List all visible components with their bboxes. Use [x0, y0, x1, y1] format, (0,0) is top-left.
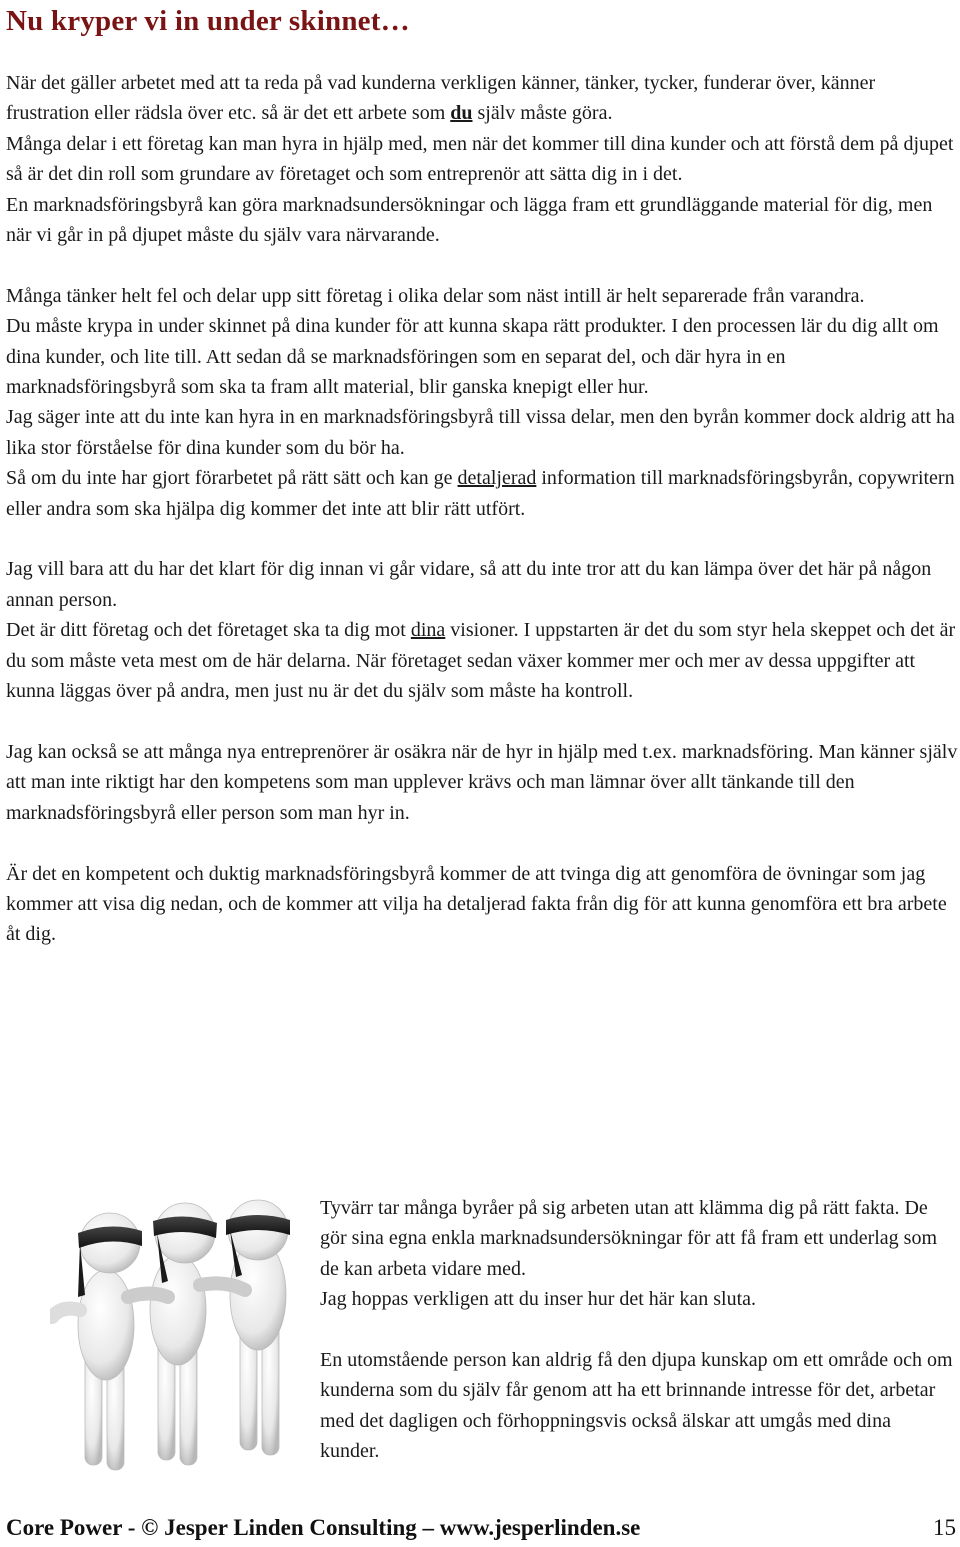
paragraph-text: själv måste göra. [472, 102, 613, 125]
paragraph [6, 463, 958, 524]
page-title: Nu kryper vi in under skinnet… [6, 5, 410, 37]
paragraph: Du måste krypa in under skinnet på dina kunder för att kunna skapa rätt produkter. I den processen lär du dig allt om dina kunder, och lite till. Att sedan då se marknadsföringen som en separat del, och där hyra in en marknadsföringsbyrå som ska ta fram allt material, blir ganska knepigt eller hur. [6, 315, 939, 399]
paragraph-text: Det är ditt företag och det företaget ska ta dig mot [6, 619, 411, 642]
paragraph: Jag hoppas verkligen att du inser hur det här kan sluta. [320, 1288, 756, 1311]
paragraph-gap [6, 524, 958, 554]
paragraph: Jag säger inte att du inte kan hyra in en marknadsföringsbyrå till vissa delar, men den byrån kommer dock aldrig att ha lika stor förståelse för dina kunder som du bör ha. [6, 406, 955, 459]
paragraph-gap [6, 707, 958, 737]
paragraph: Tyvärr tar många byråer på sig arbeten utan att klämma dig på rätt fakta. De gör sina egna enkla marknadsundersökningar för att få fram ett underlag som de kan arbeta vidare med. [320, 1197, 938, 1280]
paragraph: Många tänker helt fel och delar upp sitt företag i olika delar som näst intill är helt separerade från varandra. [6, 284, 865, 307]
page-number: 15 [933, 1515, 956, 1540]
figure-right [226, 1200, 290, 1455]
paragraph-gap [6, 250, 958, 280]
paragraph: Är det en kompetent och duktig marknadsföringsbyrå kommer de att tvinga dig att genomföra de övningar som jag kommer att visa dig nedan, och de kommer att vilja ha detaljerad fakta från dig för att kunna genomföra ett bra arbete åt dig. [6, 862, 947, 946]
underlined-word: dina [410, 619, 446, 642]
paragraph-text: information till marknadsföringsbyrån, copywritern eller andra som ska hjälpa dig kommer det inte att blir rätt utfört. [6, 467, 955, 520]
figures-icon [50, 1185, 315, 1475]
paragraph-text: visioner. I uppstarten är det du som styr hela skeppet och det är du som måste veta mest om de här delarna. När företaget sedan växer kommer mer och mer av dessa uppgifter att kunna läggas över på andra, men just nu är det du själv som måste ha kontroll. [6, 619, 956, 703]
paragraph: En utomstående person kan aldrig få den djupa kunskap om ett område och om kunderna som du själv får genom att ha ett brinnande intresse för det, arbetar med det dagligen och förhoppningsvis också älskar att umgås med dina kunder. [320, 1349, 953, 1463]
paragraph [6, 615, 958, 706]
paragraph-text: När det gäller arbetet med att ta reda på vad kunderna verkligen känner, tänker, tycker, funderar över, känner frustration eller rädsla över etc. så är det ett arbete som [6, 72, 876, 125]
footer-text: Core Power - © Jesper Linden Consulting – www.jesperlinden.se [6, 1515, 641, 1540]
page-footer [6, 1515, 960, 1547]
main-text [6, 68, 958, 950]
side-text [320, 1193, 955, 1467]
paragraph-gap [6, 828, 958, 858]
underlined-word: detaljerad [457, 467, 537, 490]
paragraph: Jag vill bara att du har det klart för dig innan vi går vidare, så att du inte tror att du kan lämpa över det här på någon annan person. [6, 558, 932, 611]
paragraph-gap [320, 1315, 955, 1345]
paragraph: Många delar i ett företag kan man hyra in hjälp med, men när det kommer till dina kunder och att förstå dem på djupet så är det din roll som grundare av företaget och som entreprenör att sätta dig in i det. [6, 132, 954, 186]
figure-left [52, 1213, 168, 1470]
emphasized-word: du [450, 102, 473, 125]
paragraph: Jag kan också se att många nya entreprenörer är osäkra när de hyr in hjälp med t.ex. marknadsföring. Man känner själv att man inte riktigt har den kompetens som man upplever krävs och man lämnar över allt tänkande till den marknadsföringsbyrå eller person som man hyr in. [6, 740, 958, 824]
paragraph-text: Så om du inte har gjort förarbetet på rätt sätt och kan ge [6, 467, 458, 490]
paragraph: En marknadsföringsbyrå kan göra marknadsundersökningar och lägga fram ett grundläggande material för dig, men när vi går in på djupet måste du själv vara närvarande. [6, 193, 933, 247]
paragraph [6, 68, 958, 129]
blindfolded-figures-illustration [50, 1185, 315, 1475]
